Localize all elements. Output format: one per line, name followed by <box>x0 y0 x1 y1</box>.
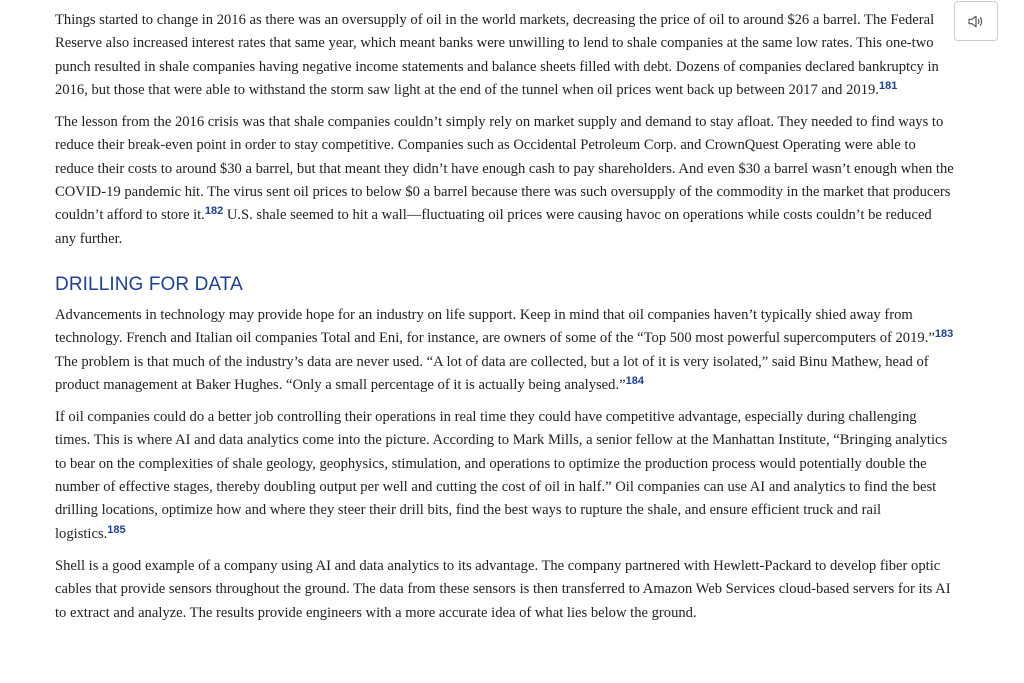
paragraph-5: Shell is a good example of a company using AI and data analytics to its advantage. The company partnered with Hewlett-Packard to develop fiber optic cables that provide sensors throughout the ground. The data from these sensors is then transferred to Amazon Web Services cloud-based servers for its AI to extract and analyze. The results provide engineers with a more accurate idea of what lies below the ground. <box>55 557 951 621</box>
paragraph-3: Advancements in technology may provide hope for an industry on life support. Keep in mind that oil companies haven’t typically shied away from technology. French and Italian oil companies Total and Eni, for instance, are owners of some of the “Top 500 most powerful supercomputers of 2019.”$^{183}$ The problem is that much of the industry’s data are never used. “A lot of data are collected, but a lot of it is very isolated,” said Binu Mathew, head of product management at Baker Hughes. “Only a small percentage of it is actually being analysed.”$^{184}$ <box>55 306 954 393</box>
paragraph-2: The lesson from the 2016 crisis was that shale companies couldn’t simply rely on market supply and demand to stay afloat. They needed to find ways to reduce their break-even point in order to stay competitive. Companies such as Occidental Petroleum Corp. and CrownQuest Operating were able to reduce their costs to around $30 a barrel, but that meant they didn’t have enough cash to pay shareholders. And even $30 a barrel wasn’t enough when the COVID-19 pandemic hit. The virus sent oil prices to below $0 a barrel because there was such oversupply of the commodity in the market that producers couldn’t afford to store it.$^{182}$ U.S. shale seemed to hit a wall—fluctuating oil prices were causing havoc on operations while costs couldn’t be reduced any further. <box>55 114 954 247</box>
paragraph-1: Things started to change in 2016 as there was an oversupply of oil in the world markets, decreasing the price of oil to around $26 a barrel. The Federal Reserve also increased interest rates that same year, which meant banks were unwilling to lend to shale companies at the same low rates. This one-two punch resulted in shale companies having negative income statements and balance sheets filled with debt. Dozens of companies declared bankruptcy in 2016, but those that were able to withstand the storm saw light at the end of the tunnel when oil prices went back up between 2017 and 2019.$^{181}$ <box>55 12 939 98</box>
footnote-185-link[interactable]: 185 <box>107 523 126 536</box>
paragraph-4: If oil companies could do a better job controlling their operations in real time they could have competitive advantage, especially during challenging times. This is where AI and data analytics come into the picture. According to Mark Mills, a senior fellow at the Manhattan Institute, “Bringing analytics to bear on the complexities of shale geology, geophysics, stimulation, and operations to optimize the production process would potentially double the number of effective stages, thereby doubling output per well and cutting the cost of oil in half.” Oil companies can use AI and analytics to find the best drilling locations, optimize how and where they steer their drill bits, find the best ways to rupture the shale, and ensure efficient truck and rail logistics.$^{185}$ <box>55 409 948 542</box>
article-body <box>55 9 955 634</box>
footnote-182-link[interactable]: 182 <box>204 205 224 218</box>
footnote-181-link[interactable]: 181 <box>878 79 898 92</box>
footnote-184-link[interactable]: 184 <box>625 374 644 387</box>
footnote-183-link[interactable]: 183 <box>934 328 954 341</box>
speaker-icon <box>968 15 984 28</box>
section-heading: DRILLING FOR DATA <box>55 273 243 295</box>
read-aloud-button[interactable] <box>954 1 998 41</box>
